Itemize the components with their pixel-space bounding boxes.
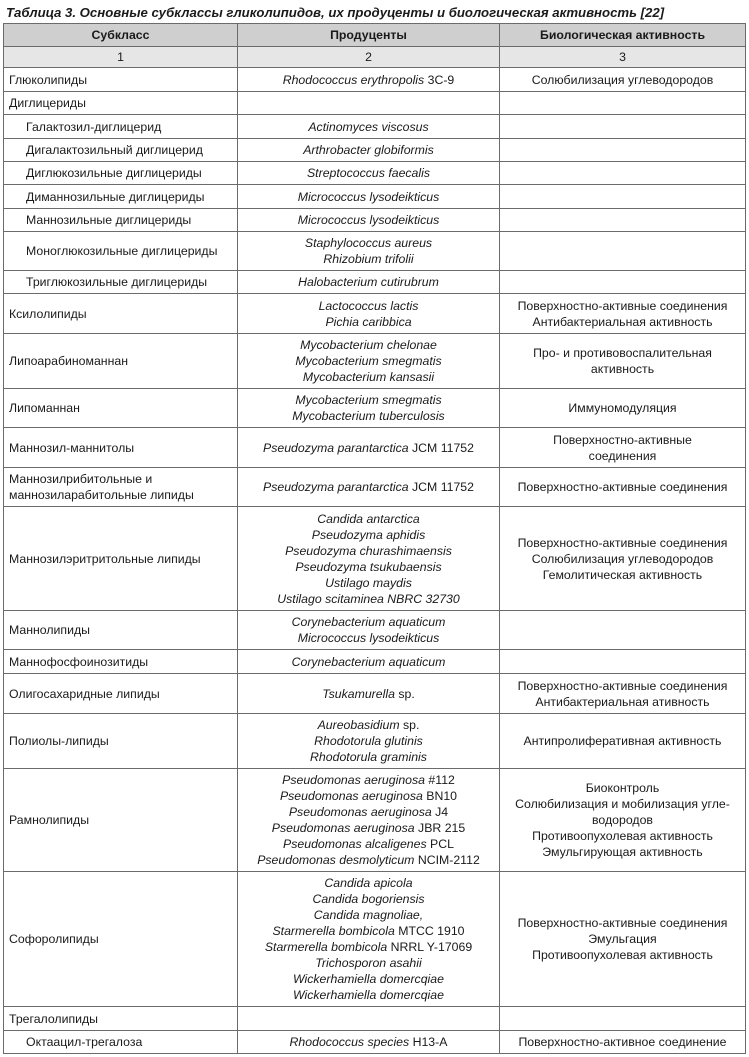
producer-line xyxy=(243,804,494,820)
producer-strain: BN10 xyxy=(422,789,458,803)
producer-name: Wickerhamiella domercqiae xyxy=(293,988,444,1002)
producer-line xyxy=(243,875,494,891)
activity-line: Иммуномодуляция xyxy=(568,401,677,415)
producer-line xyxy=(243,392,494,408)
producer-name: Rhodotorula glutinis xyxy=(314,734,423,748)
activity-line: Поверхностно-активные соединения xyxy=(517,916,728,930)
activity-cell xyxy=(500,232,746,271)
glycolipid-table xyxy=(3,23,746,1054)
producer-line xyxy=(243,591,494,607)
table-row xyxy=(4,139,746,162)
activity-cell xyxy=(500,92,746,115)
producer-line xyxy=(243,939,494,955)
producer-name: Mycobacterium kansasii xyxy=(302,370,435,384)
producer-name: Trichosporon asahii xyxy=(315,956,422,970)
producers-cell xyxy=(238,209,500,232)
producer-strain: NRRL Y-17069 xyxy=(387,940,473,954)
producer-name: Starmerella bombicola xyxy=(272,924,395,938)
producer-line xyxy=(243,314,494,330)
producer-line xyxy=(243,654,494,670)
producer-line xyxy=(243,891,494,907)
producer-name: Pseudozyma tsukubaensis xyxy=(295,559,442,574)
producer-line xyxy=(243,1034,494,1050)
activity-line: Эмульгирующая активность xyxy=(542,845,703,859)
producer-line xyxy=(243,772,494,788)
producer-line xyxy=(243,369,494,385)
producers-cell xyxy=(238,232,500,271)
activity-line: Поверхностно-активные соединения xyxy=(517,298,728,313)
table-row xyxy=(4,872,746,1007)
subclass-cell: Диглицериды xyxy=(4,92,238,115)
table-row xyxy=(4,769,746,872)
subclass-cell: Софоролипиды xyxy=(4,872,238,1007)
producer-name: Candida magnoliae, xyxy=(313,908,424,922)
producers-cell xyxy=(238,185,500,209)
producer-name: Rhizobium trifolii xyxy=(323,252,414,266)
producers-cell xyxy=(238,611,500,650)
producer-name: Micrococcus lysodeikticus xyxy=(297,189,440,204)
producer-strain: H13-A xyxy=(409,1035,448,1049)
subclass-cell: Моноглюкозильные диглицериды xyxy=(4,232,238,271)
activity-cell xyxy=(500,334,746,389)
producer-name: Rhodotorula graminis xyxy=(310,750,427,764)
column-number: 2 xyxy=(238,47,500,68)
producer-name: Tsukamurella xyxy=(322,686,395,701)
activity-cell xyxy=(500,271,746,294)
producer-strain: 3C-9 xyxy=(424,72,455,87)
subclass-cell: Маннозилрибитольные и маннозиларабитольные липиды xyxy=(4,468,238,507)
table-row xyxy=(4,232,746,271)
producers-cell xyxy=(238,769,500,872)
producer-name: Mycobacterium chelonae xyxy=(300,338,437,352)
table-row xyxy=(4,428,746,468)
table-row xyxy=(4,115,746,139)
activity-cell xyxy=(500,209,746,232)
producers-cell xyxy=(238,92,500,115)
activity-cell xyxy=(500,507,746,611)
activity-line: Солюбилизация углеводородов xyxy=(531,72,714,87)
activity-cell xyxy=(500,714,746,769)
activity-cell xyxy=(500,650,746,674)
producer-name: Corynebacterium aquaticum xyxy=(291,654,446,669)
producer-name: Corynebacterium aquaticum xyxy=(291,615,446,629)
table-row xyxy=(4,92,746,115)
header-producers: Продуценты xyxy=(238,24,500,47)
producer-name: Pseudozyma aphidis xyxy=(311,527,426,542)
producer-line xyxy=(243,189,494,205)
producer-strain: JBR 215 xyxy=(414,821,466,835)
table-row xyxy=(4,68,746,92)
subclass-cell: Липоарабиноманнан xyxy=(4,334,238,389)
table-caption: Таблица 3. Основные субклассы гликолипидов, их продуценты и биологическая активность [22] xyxy=(6,5,665,20)
producer-name: Starmerella bombicola xyxy=(264,940,388,954)
producers-cell xyxy=(238,507,500,611)
table-row xyxy=(4,162,746,185)
producer-line xyxy=(243,440,494,456)
producer-name: Pseudomonas aeruginosa xyxy=(288,805,432,819)
producer-name: Mycobacterium smegmatis xyxy=(295,354,442,368)
producer-strain: sp. xyxy=(399,718,420,732)
subclass-cell: Маннозил-маннитолы xyxy=(4,428,238,468)
producer-name: Pseudomonas aeruginosa xyxy=(271,821,415,835)
activity-line: Поверхностно-активное соединение xyxy=(518,1035,727,1049)
producer-line xyxy=(243,165,494,181)
producer-line xyxy=(243,987,494,1003)
activity-cell xyxy=(500,68,746,92)
producer-line xyxy=(243,212,494,228)
activity-line: Гемолитическая активность xyxy=(542,567,703,582)
producers-cell xyxy=(238,674,500,714)
producer-name: Pseudozyma churashimaensis xyxy=(285,543,452,558)
activity-line: Противоопухолевая активность xyxy=(532,829,713,843)
producer-line xyxy=(243,749,494,765)
activity-line: водородов xyxy=(592,813,653,827)
producer-name: Rhodococcus erythropolis xyxy=(282,72,425,87)
producer-line xyxy=(243,72,494,88)
producer-strain: NCIM-2112 xyxy=(414,853,480,867)
column-number: 1 xyxy=(4,47,238,68)
producer-line xyxy=(243,852,494,868)
producer-line xyxy=(243,337,494,353)
activity-line: соединения xyxy=(588,448,657,463)
subclass-cell: Триглюкозильные диглицериды xyxy=(4,271,238,294)
subclass-cell: Диглюкозильные диглицериды xyxy=(4,162,238,185)
producers-cell xyxy=(238,428,500,468)
producer-line xyxy=(243,142,494,158)
producers-cell xyxy=(238,714,500,769)
activity-cell xyxy=(500,139,746,162)
activity-cell xyxy=(500,115,746,139)
table-row xyxy=(4,1031,746,1054)
subclass-cell: Галактозил-диглицерид xyxy=(4,115,238,139)
table-row xyxy=(4,209,746,232)
subclass-cell: Маннозильные диглицериды xyxy=(4,209,238,232)
activity-line: Поверхностно-активные соединения xyxy=(517,480,728,494)
producers-cell xyxy=(238,139,500,162)
subclass-cell: Трегалолипиды xyxy=(4,1007,238,1031)
producer-name: Pseudomonas aeruginosa xyxy=(282,773,426,787)
producer-line xyxy=(243,971,494,987)
producers-cell xyxy=(238,68,500,92)
producer-strain: JCM 11752 xyxy=(408,480,474,494)
producers-cell xyxy=(238,1031,500,1054)
producers-cell xyxy=(238,294,500,334)
producer-line xyxy=(243,955,494,971)
producer-name: Micrococcus lysodeikticus xyxy=(297,631,440,645)
activity-cell xyxy=(500,769,746,872)
subclass-cell: Ксилолипиды xyxy=(4,294,238,334)
subclass-cell: Маннолипиды xyxy=(4,611,238,650)
activity-cell xyxy=(500,611,746,650)
producer-line xyxy=(243,907,494,923)
table-row xyxy=(4,714,746,769)
activity-cell xyxy=(500,674,746,714)
activity-line: Про- и противовоспалительная xyxy=(533,346,712,360)
producers-cell xyxy=(238,334,500,389)
table-row xyxy=(4,1007,746,1031)
producer-name: Ustilago scitaminea NBRC 32730 xyxy=(277,591,460,606)
subclass-cell: Олигосахаридные липиды xyxy=(4,674,238,714)
producer-name: Pseudozyma parantarctica xyxy=(263,480,409,494)
activity-cell xyxy=(500,162,746,185)
producers-cell xyxy=(238,115,500,139)
activity-line: Противоопухолевая активность xyxy=(532,948,713,962)
producer-name: Streptococcus faecalis xyxy=(306,166,431,180)
producers-cell xyxy=(238,271,500,294)
producer-name: Mycobacterium tuberculosis xyxy=(292,409,445,423)
activity-line: Антибактериальная ативность xyxy=(535,694,710,709)
activity-cell xyxy=(500,1031,746,1054)
producer-line xyxy=(243,733,494,749)
producer-name: Ustilago maydis xyxy=(325,575,412,590)
producer-line xyxy=(243,717,494,733)
producer-line xyxy=(243,235,494,251)
producer-line xyxy=(243,527,494,543)
activity-line: Антибактериальная активность xyxy=(532,314,713,329)
producer-line xyxy=(243,836,494,852)
subclass-cell: Диманнозильные диглицериды xyxy=(4,185,238,209)
producer-name: Wickerhamiella domercqiae xyxy=(293,972,444,986)
subclass-cell: Октаацил-трегалоза xyxy=(4,1031,238,1054)
producer-strain: JCM 11752 xyxy=(408,440,474,455)
table-body xyxy=(4,68,746,1054)
producer-line xyxy=(243,788,494,804)
header-activity: Биологическая активность xyxy=(500,24,746,47)
subclass-cell: Маннофосфоинозитиды xyxy=(4,650,238,674)
producer-line xyxy=(243,686,494,702)
table-row xyxy=(4,334,746,389)
producer-name: Pseudozyma parantarctica xyxy=(263,440,409,455)
producer-line xyxy=(243,614,494,630)
producer-line xyxy=(243,274,494,290)
table-row xyxy=(4,507,746,611)
producer-name: Candida apicola xyxy=(324,876,413,890)
producers-cell xyxy=(238,162,500,185)
activity-cell xyxy=(500,294,746,334)
table-row xyxy=(4,185,746,209)
producer-name: Micrococcus lysodeikticus xyxy=(297,213,440,227)
producers-cell xyxy=(238,389,500,428)
producer-name: Pseudomonas aeruginosa xyxy=(279,789,423,803)
producer-name: Candida antarctica xyxy=(317,511,420,526)
table-row xyxy=(4,389,746,428)
producer-name: Halobacterium cutirubrum xyxy=(298,275,439,289)
activity-line: Поверхностно-активные соединения xyxy=(517,678,728,693)
producer-name: Pichia caribbica xyxy=(325,314,412,329)
activity-cell xyxy=(500,468,746,507)
header-row xyxy=(4,24,746,47)
activity-line: Поверхностно-активные xyxy=(553,432,692,447)
activity-line: Антипролиферативная активность xyxy=(523,734,722,748)
producer-line xyxy=(243,923,494,939)
producer-name: Aureobasidium xyxy=(317,718,400,732)
producers-cell xyxy=(238,650,500,674)
table-row xyxy=(4,294,746,334)
producer-name: Staphylococcus aureus xyxy=(304,236,433,250)
table-row xyxy=(4,468,746,507)
producer-strain: J4 xyxy=(431,805,449,819)
producer-line xyxy=(243,511,494,527)
activity-cell xyxy=(500,185,746,209)
producer-line xyxy=(243,630,494,646)
activity-cell xyxy=(500,428,746,468)
producer-line xyxy=(243,408,494,424)
producers-cell xyxy=(238,1007,500,1031)
producer-strain: sp. xyxy=(394,686,415,701)
producer-line xyxy=(243,820,494,836)
producer-name: Candida bogoriensis xyxy=(312,892,425,906)
producer-strain: PCL xyxy=(426,837,454,851)
producer-line xyxy=(243,575,494,591)
activity-line: Солюбилизация и мобилизация угле- xyxy=(515,797,730,811)
producers-cell xyxy=(238,468,500,507)
producer-line xyxy=(243,543,494,559)
column-number-row xyxy=(4,47,746,68)
producer-line xyxy=(243,298,494,314)
table-row xyxy=(4,611,746,650)
subclass-cell: Рамнолипиды xyxy=(4,769,238,872)
producer-name: Mycobacterium smegmatis xyxy=(295,393,442,407)
producer-name: Pseudomonas alcaligenes xyxy=(283,837,427,851)
producer-name: Arthrobacter globiformis xyxy=(303,143,434,157)
subclass-cell: Полиолы-липиды xyxy=(4,714,238,769)
producer-line xyxy=(243,251,494,267)
header-subclass: Субкласс xyxy=(4,24,238,47)
subclass-cell: Дигалактозильный диглицерид xyxy=(4,139,238,162)
producer-name: Pseudomonas desmolyticum xyxy=(257,853,415,867)
activity-line: Биоконтроль xyxy=(585,781,660,795)
producer-line xyxy=(243,479,494,495)
subclass-cell: Глюколипиды xyxy=(4,68,238,92)
table-row xyxy=(4,674,746,714)
column-number: 3 xyxy=(500,47,746,68)
producer-strain: MTCC 1910 xyxy=(394,924,465,938)
activity-line: Поверхностно-активные соединения xyxy=(517,535,728,550)
activity-line: Эмульгация xyxy=(588,932,657,946)
producers-cell xyxy=(238,872,500,1007)
producer-strain: #112 xyxy=(425,773,455,787)
producer-line xyxy=(243,353,494,369)
activity-line: Солюбилизация углеводородов xyxy=(531,551,714,566)
activity-line: активность xyxy=(590,362,655,376)
subclass-cell: Липоманнан xyxy=(4,389,238,428)
table-row xyxy=(4,271,746,294)
subclass-cell: Маннозилэритритольные липиды xyxy=(4,507,238,611)
producer-line xyxy=(243,559,494,575)
activity-cell xyxy=(500,1007,746,1031)
table-row xyxy=(4,650,746,674)
activity-cell xyxy=(500,389,746,428)
producer-name: Rhodococcus species xyxy=(289,1035,410,1049)
producer-line xyxy=(243,119,494,135)
producer-name: Actinomyces viscosus xyxy=(308,119,429,134)
producer-name: Lactococcus lactis xyxy=(318,298,419,313)
activity-cell xyxy=(500,872,746,1007)
